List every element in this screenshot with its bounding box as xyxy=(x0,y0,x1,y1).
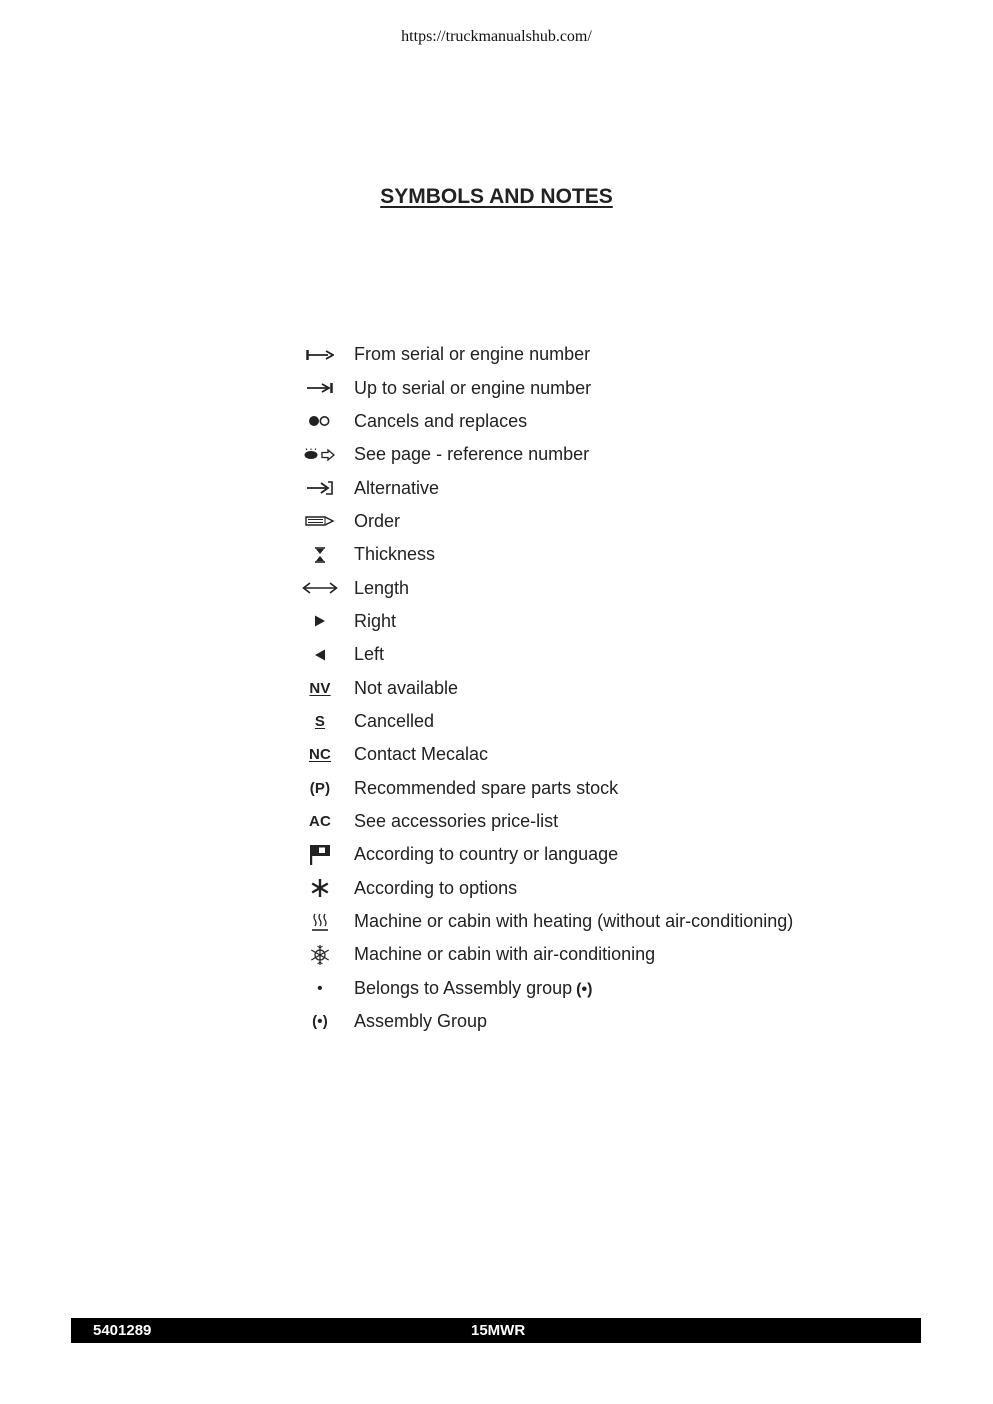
symbol-code: S xyxy=(314,712,326,730)
assembly-group-text-icon xyxy=(300,1005,340,1038)
symbol-row xyxy=(300,571,860,604)
symbol-row xyxy=(300,805,860,838)
symbol-row xyxy=(300,505,860,538)
symbol-row xyxy=(300,1005,860,1038)
assembly-group-inline-symbol: (•) xyxy=(576,980,593,998)
symbol-row xyxy=(300,671,860,704)
left-triangle-icon xyxy=(300,638,340,671)
symbol-row xyxy=(300,405,860,438)
thickness-icon xyxy=(300,538,340,571)
symbol-label: According to options xyxy=(354,877,518,898)
symbol-label: Machine or cabin with heating (without air-conditioning) xyxy=(354,911,794,932)
symbol-code: (•) xyxy=(312,1013,328,1031)
accessories-text-icon xyxy=(300,805,340,838)
heating-icon xyxy=(300,905,340,938)
symbol-code: NV xyxy=(309,679,331,697)
order-pencil-icon xyxy=(300,505,340,538)
symbol-row xyxy=(300,338,860,371)
symbol-label xyxy=(354,978,592,999)
symbol-row xyxy=(300,371,860,404)
contact-text-icon xyxy=(300,738,340,771)
symbol-label: Thickness xyxy=(354,544,436,565)
symbol-label: Cancelled xyxy=(354,710,435,731)
symbol-code: AC xyxy=(308,812,332,830)
symbol-label: Cancels and replaces xyxy=(354,410,528,431)
length-arrow-icon xyxy=(300,572,340,605)
symbol-label: Up to serial or engine number xyxy=(354,377,592,398)
flag-icon xyxy=(300,838,340,871)
symbol-label: Not available xyxy=(354,677,459,698)
not-available-text-icon xyxy=(300,672,340,705)
footer-model: 15MWR xyxy=(471,1322,526,1339)
symbol-label: Right xyxy=(354,610,397,631)
symbol-label: See accessories price-list xyxy=(354,810,559,831)
page-title: SYMBOLS AND NOTES xyxy=(380,185,613,208)
symbol-label: Assembly Group xyxy=(354,1011,488,1032)
symbol-row xyxy=(300,438,860,471)
footer-document-code: 5401289 xyxy=(93,1322,152,1339)
recommended-stock-text-icon xyxy=(300,772,340,805)
symbols-list xyxy=(300,338,860,1038)
symbol-code: (P) xyxy=(309,779,331,797)
symbol-label: From serial or engine number xyxy=(354,344,591,365)
symbol-label: Contact Mecalac xyxy=(354,744,489,765)
symbol-row xyxy=(300,605,860,638)
symbol-label: Alternative xyxy=(354,477,440,498)
symbol-row xyxy=(300,638,860,671)
symbol-row xyxy=(300,471,860,504)
symbol-row xyxy=(300,938,860,971)
symbol-label-text: Belongs to Assembly group xyxy=(354,977,573,998)
asterisk-icon xyxy=(300,872,340,905)
symbol-row xyxy=(300,872,860,905)
header-url: https://truckmanualshub.com/ xyxy=(401,28,592,45)
symbol-label: See page - reference number xyxy=(354,444,590,465)
see-page-reference-icon xyxy=(300,438,340,471)
footer-bar xyxy=(71,1318,921,1343)
symbol-code: • xyxy=(317,979,323,997)
symbol-label: Recommended spare parts stock xyxy=(354,777,619,798)
symbol-row xyxy=(300,838,860,871)
symbol-row xyxy=(300,771,860,804)
symbol-row xyxy=(300,705,860,738)
right-triangle-icon xyxy=(300,605,340,638)
bullet-dot-icon xyxy=(300,972,340,1005)
symbol-label: Machine or cabin with air-conditioning xyxy=(354,944,656,965)
symbol-label: According to country or language xyxy=(354,844,619,865)
from-serial-arrow-icon xyxy=(300,338,340,371)
symbol-code: NC xyxy=(308,746,332,764)
alternative-arrow-icon xyxy=(300,472,340,505)
cancelled-text-icon xyxy=(300,705,340,738)
symbol-row xyxy=(300,905,860,938)
symbol-label: Length xyxy=(354,577,410,598)
symbol-row xyxy=(300,738,860,771)
symbol-label: Left xyxy=(354,644,385,665)
symbol-row xyxy=(300,972,860,1005)
up-to-serial-arrow-icon xyxy=(300,372,340,405)
symbol-row xyxy=(300,538,860,571)
symbol-label: Order xyxy=(354,510,401,531)
snowflake-icon xyxy=(300,938,340,971)
cancels-replaces-icon xyxy=(300,405,340,438)
